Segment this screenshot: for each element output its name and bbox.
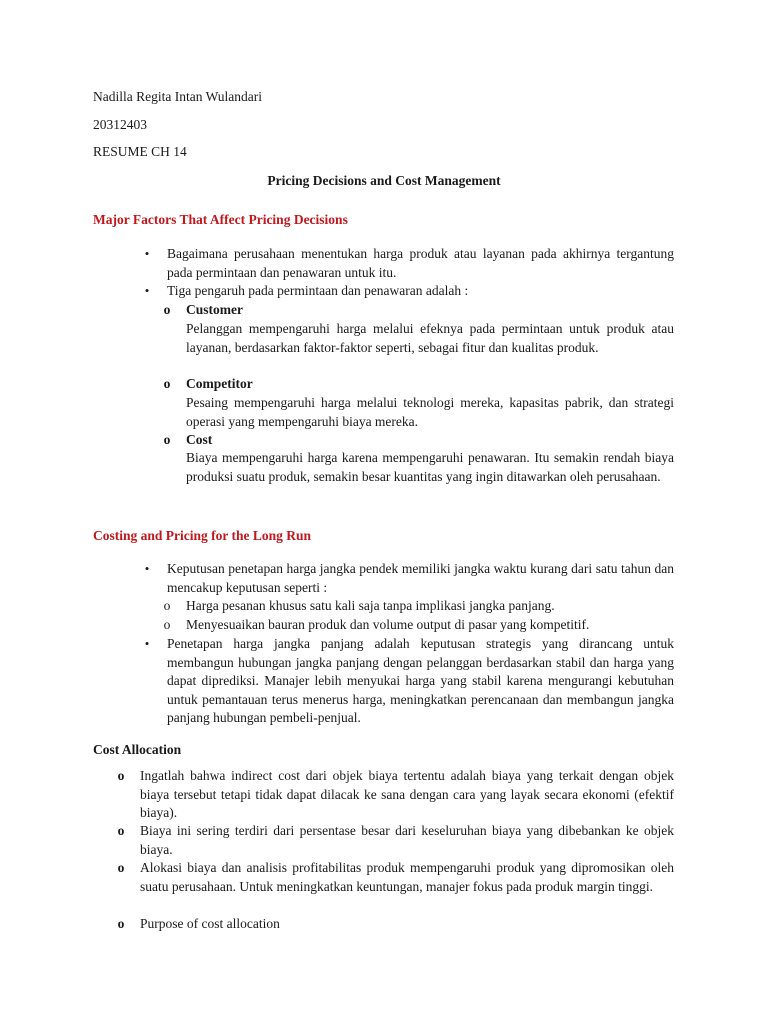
customer-text: Pelanggan mempengaruhi harga melalui efeknya pada permintaan untuk produk atau layanan, berdasarkan faktor-faktor seperti, sebagai fitur dan kualitas produk.: [186, 321, 674, 355]
student-id: 20312403: [93, 117, 147, 132]
list-item: Alokasi biaya dan analisis profitabilitas produk mempengaruhi produk yang dipromosikan oleh suatu perusahaan. Untuk meningkatkan keuntungan, manajer fokus pada produk margin tinggi.: [140, 860, 674, 894]
cost-text: Biaya mempengaruhi harga karena mempengaruhi penawaran. Itu semakin rendah biaya produksi suatu produk, semakin besar kuantitas yang ingin ditawarkan oleh perusahaan.: [186, 450, 674, 484]
sub-bullet-marker: o: [117, 860, 125, 875]
section-heading-long-run: Costing and Pricing for the Long Run: [93, 528, 312, 543]
competitor-label: Competitor: [186, 376, 253, 391]
bullet-marker: •: [144, 246, 150, 261]
bullet-marker: •: [144, 636, 150, 651]
sub-bullet-marker: o: [163, 302, 171, 317]
list-item: Biaya ini sering terdiri dari persentase besar dari keseluruhan biaya yang dibebankan ke objek biaya.: [140, 823, 674, 857]
bullet-marker: •: [144, 283, 150, 298]
sub-list-item: Harga pesanan khusus satu kali saja tanpa implikasi jangka panjang.: [186, 598, 555, 613]
list-item: Penetapan harga jangka panjang adalah keputusan strategis yang dirancang untuk membangun hubungan jangka panjang dengan pelanggan berdasarkan stabil dan harga yang dapat diprediksi. Manajer lebih menyukai harga yang stabil karena mengurangi kebutuhan untuk pemantauan terus menerus harga, meningkatkan perencanaan dan membangun jangka panjang hubungan pembeli-penjual.: [167, 636, 674, 725]
sub-bullet-marker: o: [163, 617, 171, 632]
list-item: Tiga pengaruh pada permintaan dan penawaran adalah :: [167, 283, 469, 298]
section-heading-cost-allocation: Cost Allocation: [93, 742, 182, 757]
cost-label: Cost: [186, 432, 213, 447]
sub-bullet-marker: o: [163, 376, 171, 391]
sub-bullet-marker: o: [117, 768, 125, 783]
sub-list-item: Menyesuaikan bauran produk dan volume output di pasar yang kompetitif.: [186, 617, 590, 632]
sub-bullet-marker: o: [163, 432, 171, 447]
bullet-marker: •: [144, 561, 150, 576]
sub-bullet-marker: o: [163, 598, 171, 613]
list-item: Ingatlah bahwa indirect cost dari objek biaya tertentu adalah biaya yang terkait dengan objek biaya tersebut tetapi tidak dapat dilacak ke sana dengan cara yang layak secara ekonomi (efektif biaya).: [140, 768, 674, 820]
section-heading-pricing-factors: Major Factors That Affect Pricing Decisions: [93, 212, 348, 227]
resume-label: RESUME CH 14: [93, 144, 187, 159]
list-item: Bagaimana perusahaan menentukan harga produk atau layanan pada akhirnya tergantung pada permintaan dan penawaran untuk itu.: [167, 246, 674, 280]
document-title: Pricing Decisions and Cost Management: [267, 173, 501, 188]
customer-label: Customer: [186, 302, 243, 317]
list-item: Keputusan penetapan harga jangka pendek memiliki jangka waktu kurang dari satu tahun dan mencakup keputusan seperti :: [167, 561, 674, 595]
list-item: Purpose of cost allocation: [140, 916, 280, 931]
competitor-text: Pesaing mempengaruhi harga melalui teknologi mereka, kapasitas pabrik, dan strategi operasi yang mempengaruhi biaya mereka.: [186, 395, 674, 429]
author-name: Nadilla Regita Intan Wulandari: [93, 89, 263, 104]
sub-bullet-marker: o: [117, 916, 125, 931]
sub-bullet-marker: o: [117, 823, 125, 838]
